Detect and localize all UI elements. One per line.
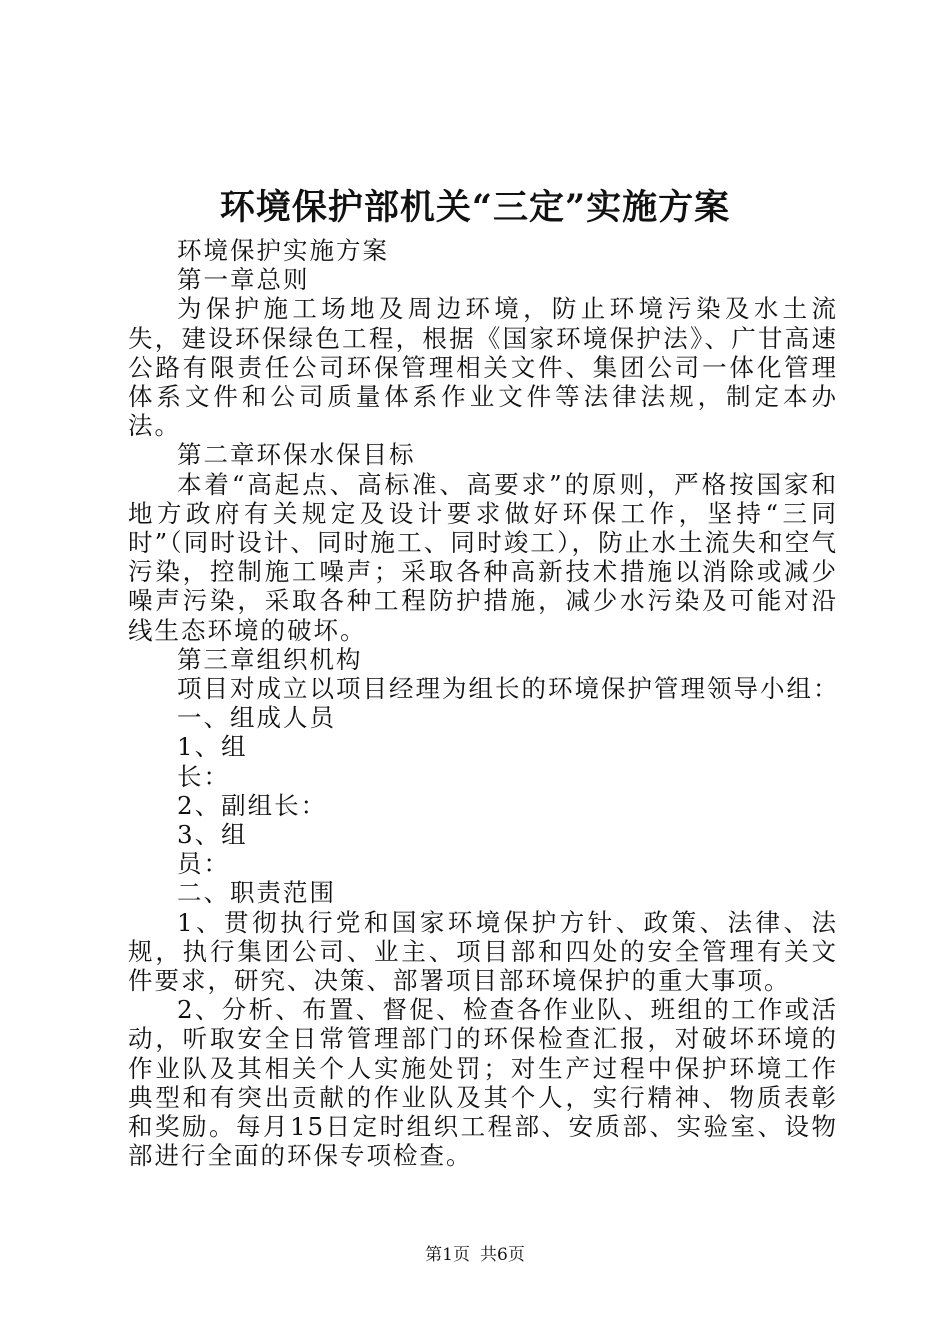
paragraph-purpose: 为保护施工场地及周边环境，防止环境污染及水土流失，建设环保绿色工程，根据《国家环境保护法》、广甘高速公路有限责任公司环保管理相关文件、集团公司一体化管理体系文件和公司质量体系作业文件等法律法规，制定本办法。 <box>128 294 838 441</box>
page-number: 第1页 <box>425 1245 470 1265</box>
chapter-3-heading: 第三章组织机构 <box>177 644 363 674</box>
member-deputy-leader: 2、副组长： <box>177 790 328 820</box>
member-members-line-1: 3、组 <box>177 820 248 850</box>
member-leader-line-1: 1、组 <box>177 732 248 762</box>
section-duties-heading: 二、职责范围 <box>177 878 336 908</box>
paragraph-leadership-group: 项目对成立以项目经理为组长的环境保护管理领导小组： <box>177 674 840 704</box>
page-footer <box>0 1243 950 1267</box>
chapter-1-heading: 第一章总则 <box>177 265 310 295</box>
document-body <box>128 236 838 1171</box>
duty-item-2: 2、分析、布置、督促、检查各作业队、班组的工作或活动，听取安全日常管理部门的环保检查汇报，对破坏环境的作业队及其相关个人实施处罚；对生产过程中保护环境工作典型和有突出贡献的作业队及其个人，实行精神、物质表彰和奖励。每月15日定时组织工程部、安质部、实验室、设物部进行全面的环保专项检查。 <box>128 995 838 1171</box>
section-members-heading: 一、组成人员 <box>177 703 336 733</box>
chapter-2-heading: 第二章环保水保目标 <box>177 440 416 470</box>
member-members-line-2: 员： <box>177 849 230 879</box>
page-total: 共6页 <box>480 1245 525 1265</box>
member-leader-line-2: 长： <box>177 761 230 791</box>
paragraph-subtitle: 环境保护实施方案 <box>177 236 389 265</box>
document-title: 环境保护部机关“三定”实施方案 <box>219 187 731 228</box>
duty-item-1: 1、贯彻执行党和国家环境保护方针、政策、法律、法规，执行集团公司、业主、项目部和四处的安全管理有关文件要求，研究、决策、部署项目部环境保护的重大事项。 <box>128 907 838 996</box>
paragraph-goals: 本着“高起点、高标准、高要求”的原则，严格按国家和地方政府有关规定及设计要求做好环保工作，坚持“三同时”（同时设计、同时施工、同时竣工），防止水土流失和空气污染，控制施工噪声；采取各种高新技术措施以消除或减少噪声污染，采取各种工程防护措施，减少水污染及可能对沿线生态环境的破坏。 <box>128 469 838 645</box>
